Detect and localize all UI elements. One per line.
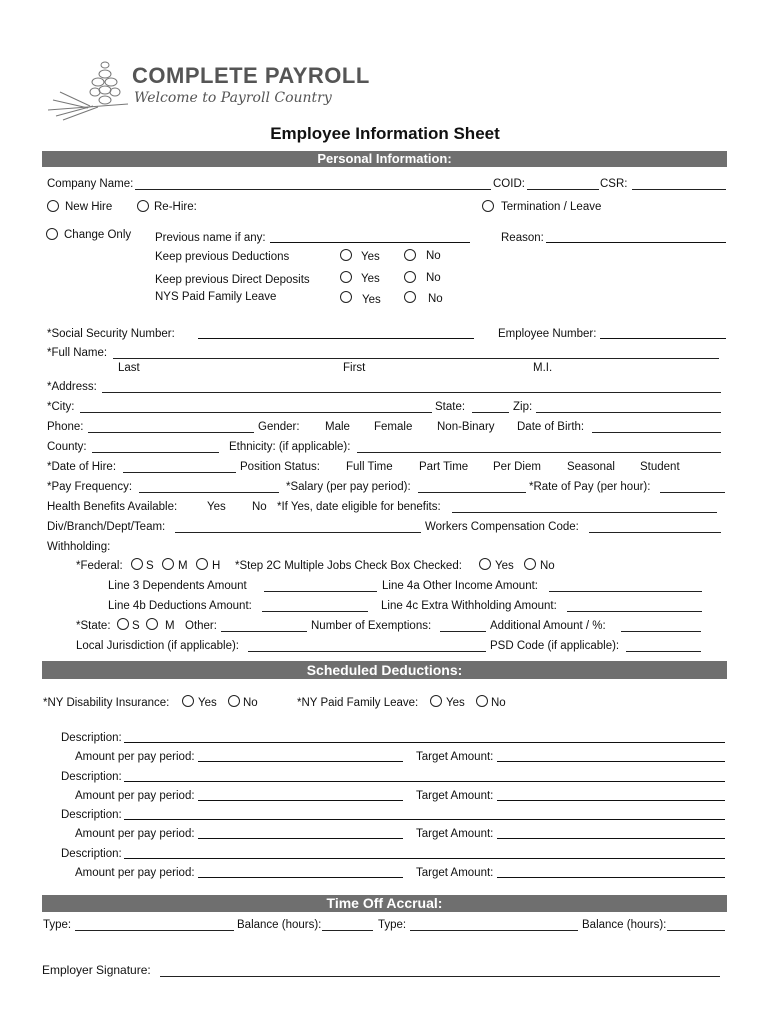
additional-amount-field[interactable] xyxy=(621,631,701,632)
psd-code-field[interactable] xyxy=(626,651,701,652)
employee-number-field[interactable] xyxy=(600,338,726,339)
federal-m-label: M xyxy=(178,560,188,572)
ny-pfl-yes-radio[interactable] xyxy=(430,695,442,707)
status-part-time-option[interactable]: Part Time xyxy=(419,461,469,473)
timeoff-balance-field-2[interactable] xyxy=(667,930,725,931)
previous-name-label: Previous name if any: xyxy=(155,232,266,244)
target-label: Target Amount: xyxy=(416,790,494,802)
timeoff-balance-label-2: Balance (hours): xyxy=(582,919,667,931)
state-label: State: xyxy=(435,401,466,413)
description-field[interactable] xyxy=(124,781,725,782)
line4a-label: Line 4a Other Income Amount: xyxy=(382,580,538,592)
target-label: Target Amount: xyxy=(416,867,494,879)
section-header-personal: Personal Information: xyxy=(42,151,727,167)
health-benefits-yes-option[interactable]: Yes xyxy=(207,501,226,513)
amount-label: Amount per pay period: xyxy=(75,751,195,763)
previous-name-field[interactable] xyxy=(270,242,470,243)
new-hire-label: New Hire xyxy=(65,201,113,213)
target-field[interactable] xyxy=(497,800,725,801)
ny-disability-yes-radio[interactable] xyxy=(182,695,194,707)
nys-pfl-label: NYS Paid Family Leave xyxy=(155,291,277,303)
pay-frequency-label: *Pay Frequency: xyxy=(47,481,133,493)
line3-field[interactable] xyxy=(264,591,377,592)
ny-disability-no-label: No xyxy=(243,697,258,709)
gender-label: Gender: xyxy=(258,421,300,433)
amount-field[interactable] xyxy=(198,761,403,762)
keep-deductions-no-radio[interactable] xyxy=(404,249,416,261)
first-name-caption: First xyxy=(343,362,366,374)
amount-field[interactable] xyxy=(198,877,403,878)
phone-label: Phone: xyxy=(47,421,84,433)
amount-label: Amount per pay period: xyxy=(75,867,195,879)
city-label: *City: xyxy=(47,401,75,413)
ny-disability-yes-label: Yes xyxy=(198,697,217,709)
termination-label: Termination / Leave xyxy=(501,201,602,213)
ssn-field[interactable] xyxy=(198,338,474,339)
state-s-label: S xyxy=(132,620,140,632)
target-field[interactable] xyxy=(497,838,725,839)
ny-disability-label: *NY Disability Insurance: xyxy=(43,697,170,709)
federal-m-radio[interactable] xyxy=(162,558,174,570)
amount-label: Amount per pay period: xyxy=(75,790,195,802)
csr-field[interactable] xyxy=(632,189,726,190)
target-label: Target Amount: xyxy=(416,828,494,840)
salary-label: *Salary (per pay period): xyxy=(286,481,411,493)
phone-field[interactable] xyxy=(88,432,254,433)
re-hire-label: Re-Hire: xyxy=(154,201,197,213)
federal-s-radio[interactable] xyxy=(131,558,143,570)
signature-field[interactable] xyxy=(160,976,720,977)
dob-field[interactable] xyxy=(592,432,721,433)
line4c-label: Line 4c Extra Withholding Amount: xyxy=(381,600,557,612)
keep-deductions-yes-label: Yes xyxy=(361,251,380,263)
keep-deductions-label: Keep previous Deductions xyxy=(155,251,290,263)
div-branch-label: Div/Branch/Dept/Team: xyxy=(47,521,166,533)
step2c-yes-label: Yes xyxy=(495,560,514,572)
line4a-field[interactable] xyxy=(549,591,702,592)
gender-nonbinary-option[interactable]: Non-Binary xyxy=(437,421,495,433)
div-branch-field[interactable] xyxy=(175,532,421,533)
last-name-caption: Last xyxy=(118,362,140,374)
amount-label: Amount per pay period: xyxy=(75,828,195,840)
full-name-field[interactable] xyxy=(113,358,719,359)
re-hire-radio[interactable] xyxy=(137,200,149,212)
target-label: Target Amount: xyxy=(416,751,494,763)
rate-label: *Rate of Pay (per hour): xyxy=(529,481,651,493)
section-header-deductions: Scheduled Deductions: xyxy=(42,661,727,679)
gender-female-option[interactable]: Female xyxy=(374,421,413,433)
line4b-field[interactable] xyxy=(262,611,368,612)
description-field[interactable] xyxy=(124,819,725,820)
description-label: Description: xyxy=(61,771,122,783)
state-m-label: M xyxy=(165,620,175,632)
ssn-label: *Social Security Number: xyxy=(47,328,175,340)
dob-label: Date of Birth: xyxy=(517,421,585,433)
benefits-date-field[interactable] xyxy=(452,512,717,513)
line4b-label: Line 4b Deductions Amount: xyxy=(108,600,252,612)
target-field[interactable] xyxy=(497,877,725,878)
nys-pfl-yes-radio[interactable] xyxy=(340,291,352,303)
middle-initial-caption: M.I. xyxy=(533,362,553,374)
description-label: Description: xyxy=(61,732,122,744)
status-student-option[interactable]: Student xyxy=(640,461,680,473)
county-label: County: xyxy=(47,441,87,453)
new-hire-radio[interactable] xyxy=(47,200,59,212)
description-label: Description: xyxy=(61,848,122,860)
step2c-no-label: No xyxy=(540,560,555,572)
timeoff-type-field-2[interactable] xyxy=(410,930,578,931)
city-field[interactable] xyxy=(80,412,432,413)
change-only-label: Change Only xyxy=(64,229,132,241)
position-status-label: Position Status: xyxy=(240,461,320,473)
keep-deposits-label: Keep previous Direct Deposits xyxy=(155,274,310,286)
reason-label: Reason: xyxy=(501,232,544,244)
status-per-diem-option[interactable]: Per Diem xyxy=(493,461,541,473)
page-title: Employee Information Sheet xyxy=(270,124,500,143)
exemptions-field[interactable] xyxy=(440,631,486,632)
psd-code-label: PSD Code (if applicable): xyxy=(490,640,620,652)
line3-label: Line 3 Dependents Amount xyxy=(108,580,247,592)
change-only-radio[interactable] xyxy=(46,228,58,240)
address-field[interactable] xyxy=(102,392,721,393)
benefits-date-label: *If Yes, date eligible for benefits: xyxy=(277,501,441,513)
timeoff-type-label: Type: xyxy=(43,919,72,931)
ny-pfl-no-label: No xyxy=(491,697,506,709)
ny-pfl-label: *NY Paid Family Leave: xyxy=(297,697,419,709)
state-s-radio[interactable] xyxy=(117,618,129,630)
salary-field[interactable] xyxy=(418,492,526,493)
nys-pfl-no-radio[interactable] xyxy=(404,291,416,303)
ny-pfl-no-radio[interactable] xyxy=(476,695,488,707)
keep-deposits-no-radio[interactable] xyxy=(404,271,416,283)
federal-label: *Federal: xyxy=(76,560,123,572)
state-withholding-label: *State: xyxy=(76,620,111,632)
ny-disability-no-radio[interactable] xyxy=(228,695,240,707)
zip-field[interactable] xyxy=(536,412,721,413)
rate-field[interactable] xyxy=(660,492,725,493)
logo-tagline: Welcome to Payroll Country xyxy=(134,90,332,106)
timeoff-type-field[interactable] xyxy=(75,930,234,931)
ny-pfl-yes-label: Yes xyxy=(446,697,465,709)
coid-field[interactable] xyxy=(527,189,599,190)
federal-s-label: S xyxy=(146,560,154,572)
timeoff-type-label-2: Type: xyxy=(378,919,407,931)
county-field[interactable] xyxy=(92,452,219,453)
federal-h-label: H xyxy=(212,560,221,572)
amount-field[interactable] xyxy=(198,800,403,801)
address-label: *Address: xyxy=(47,381,97,393)
keep-deposits-yes-radio[interactable] xyxy=(340,271,352,283)
keep-deposits-yes-label: Yes xyxy=(361,273,380,285)
local-jurisdiction-field[interactable] xyxy=(248,651,486,652)
workers-comp-field[interactable] xyxy=(589,532,721,533)
local-jurisdiction-label: Local Jurisdiction (if applicable): xyxy=(76,640,239,652)
step2c-label: *Step 2C Multiple Jobs Check Box Checked: xyxy=(235,560,462,572)
timeoff-balance-label: Balance (hours): xyxy=(237,919,322,931)
keep-deductions-yes-radio[interactable] xyxy=(340,249,352,261)
company-name-label: Company Name: xyxy=(47,178,134,190)
gender-male-option[interactable]: Male xyxy=(325,421,350,433)
step2c-no-radio[interactable] xyxy=(524,558,536,570)
target-field[interactable] xyxy=(497,761,725,762)
state-other-label: Other: xyxy=(185,620,217,632)
termination-radio[interactable] xyxy=(482,200,494,212)
nys-pfl-yes-label: Yes xyxy=(362,294,381,306)
reason-field[interactable] xyxy=(546,242,726,243)
keep-deductions-no-label: No xyxy=(426,250,441,262)
nys-pfl-no-label: No xyxy=(428,293,443,305)
state-other-field[interactable] xyxy=(221,631,307,632)
exemptions-label: Number of Exemptions: xyxy=(311,620,432,632)
step2c-yes-radio[interactable] xyxy=(479,558,491,570)
state-m-radio[interactable] xyxy=(146,618,158,630)
health-benefits-no-option[interactable]: No xyxy=(252,501,267,513)
keep-deposits-no-label: No xyxy=(426,272,441,284)
line4c-field[interactable] xyxy=(567,611,702,612)
status-full-time-option[interactable]: Full Time xyxy=(346,461,393,473)
coid-label: COID: xyxy=(493,178,525,190)
description-field[interactable] xyxy=(124,742,725,743)
health-benefits-label: Health Benefits Available: xyxy=(47,501,178,513)
amount-field[interactable] xyxy=(198,838,403,839)
date-of-hire-field[interactable] xyxy=(123,472,236,473)
timeoff-balance-field[interactable] xyxy=(322,930,373,931)
ethnicity-label: Ethnicity: (if applicable): xyxy=(229,441,351,453)
description-label: Description: xyxy=(61,809,122,821)
withholding-label: Withholding: xyxy=(47,541,111,553)
pay-frequency-field[interactable] xyxy=(139,492,279,493)
date-of-hire-label: *Date of Hire: xyxy=(47,461,117,473)
logo-name: COMPLETE PAYROLL xyxy=(132,63,370,88)
pine-cone-icon xyxy=(48,52,133,122)
employee-number-label: Employee Number: xyxy=(498,328,597,340)
section-header-timeoff: Time Off Accrual: xyxy=(42,895,727,912)
ethnicity-field[interactable] xyxy=(357,452,721,453)
additional-amount-label: Additional Amount / %: xyxy=(490,620,606,632)
zip-label: Zip: xyxy=(513,401,533,413)
federal-h-radio[interactable] xyxy=(196,558,208,570)
state-field[interactable] xyxy=(472,412,509,413)
signature-label: Employer Signature: xyxy=(42,963,151,977)
full-name-label: *Full Name: xyxy=(47,347,108,359)
status-seasonal-option[interactable]: Seasonal xyxy=(567,461,615,473)
description-field[interactable] xyxy=(124,858,725,859)
csr-label: CSR: xyxy=(600,178,628,190)
company-name-field[interactable] xyxy=(135,189,491,190)
workers-comp-label: Workers Compensation Code: xyxy=(425,521,579,533)
